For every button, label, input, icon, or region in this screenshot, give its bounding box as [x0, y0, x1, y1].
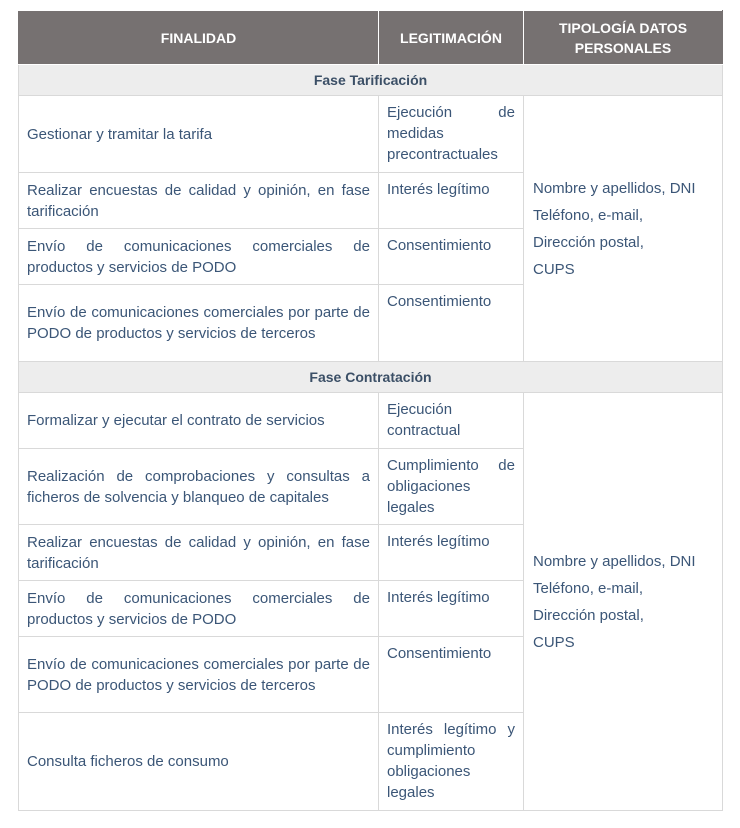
tipologia-cell	[524, 96, 723, 362]
tipologia-cell	[524, 393, 723, 811]
tipologia-line: Teléfono, e-mail,	[533, 206, 644, 224]
table-row	[19, 96, 723, 173]
legitimacion-cell: Ejecución contractual	[379, 393, 524, 449]
phase-row-contratacion	[19, 362, 723, 393]
finalidad-cell: Envío de comunicaciones comerciales de productos y servicios de PODO	[19, 581, 379, 637]
legitimacion-cell: Interés legítimo	[379, 581, 524, 637]
tipologia-line: CUPS	[533, 633, 575, 651]
tipologia-line: Dirección postal,	[533, 233, 644, 251]
data-processing-table-container	[18, 10, 722, 811]
legitimacion-cell: Consentimiento	[379, 637, 524, 713]
legitimacion-cell: Interés legítimo	[379, 173, 524, 229]
legitimacion-cell: Cumplimiento de obligaciones legales	[379, 449, 524, 525]
tipologia-line: Nombre y apellidos, DNI	[533, 179, 696, 197]
finalidad-cell: Realizar encuestas de calidad y opinión, en fase tarificación	[19, 173, 379, 229]
tipologia-line: CUPS	[533, 260, 575, 278]
tipologia-line: Teléfono, e-mail,	[533, 579, 644, 597]
finalidad-cell: Consulta ficheros de consumo	[19, 713, 379, 811]
header-tipologia-line1: TIPOLOGÍA DATOS	[558, 19, 688, 36]
finalidad-cell: Envío de comunicaciones comerciales de productos y servicios de PODO	[19, 229, 379, 285]
tipologia-line: Nombre y apellidos, DNI	[533, 552, 696, 570]
header-finalidad: FINALIDAD	[19, 11, 379, 65]
phase-title: Fase Tarificación	[19, 65, 723, 96]
finalidad-cell: Envío de comunicaciones comerciales por parte de PODO de productos y servicios de terceros	[19, 285, 379, 362]
header-legitimacion: LEGITIMACIÓN	[379, 11, 524, 65]
finalidad-cell: Gestionar y tramitar la tarifa	[19, 96, 379, 173]
data-processing-table	[18, 10, 723, 811]
table-row	[19, 393, 723, 449]
header-tipologia-line2: PERSONALES	[574, 39, 672, 56]
phase-title: Fase Contratación	[19, 362, 723, 393]
finalidad-cell: Realizar encuestas de calidad y opinión, en fase tarificación	[19, 525, 379, 581]
finalidad-cell: Envío de comunicaciones comerciales por parte de PODO de productos y servicios de terceros	[19, 637, 379, 713]
legitimacion-cell: Consentimiento	[379, 229, 524, 285]
finalidad-cell: Formalizar y ejecutar el contrato de servicios	[19, 393, 379, 449]
header-tipologia	[524, 11, 723, 65]
legitimacion-cell: Ejecución de medidas precontractuales	[379, 96, 524, 173]
legitimacion-cell: Consentimiento	[379, 285, 524, 362]
legitimacion-cell: Interés legítimo	[379, 525, 524, 581]
tipologia-line: Dirección postal,	[533, 606, 644, 624]
legitimacion-cell: Interés legítimo y cumplimiento obligaciones legales	[379, 713, 524, 811]
finalidad-cell: Realización de comprobaciones y consultas a ficheros de solvencia y blanqueo de capitales	[19, 449, 379, 525]
header-row	[19, 11, 723, 65]
phase-row-tarificacion	[19, 65, 723, 96]
